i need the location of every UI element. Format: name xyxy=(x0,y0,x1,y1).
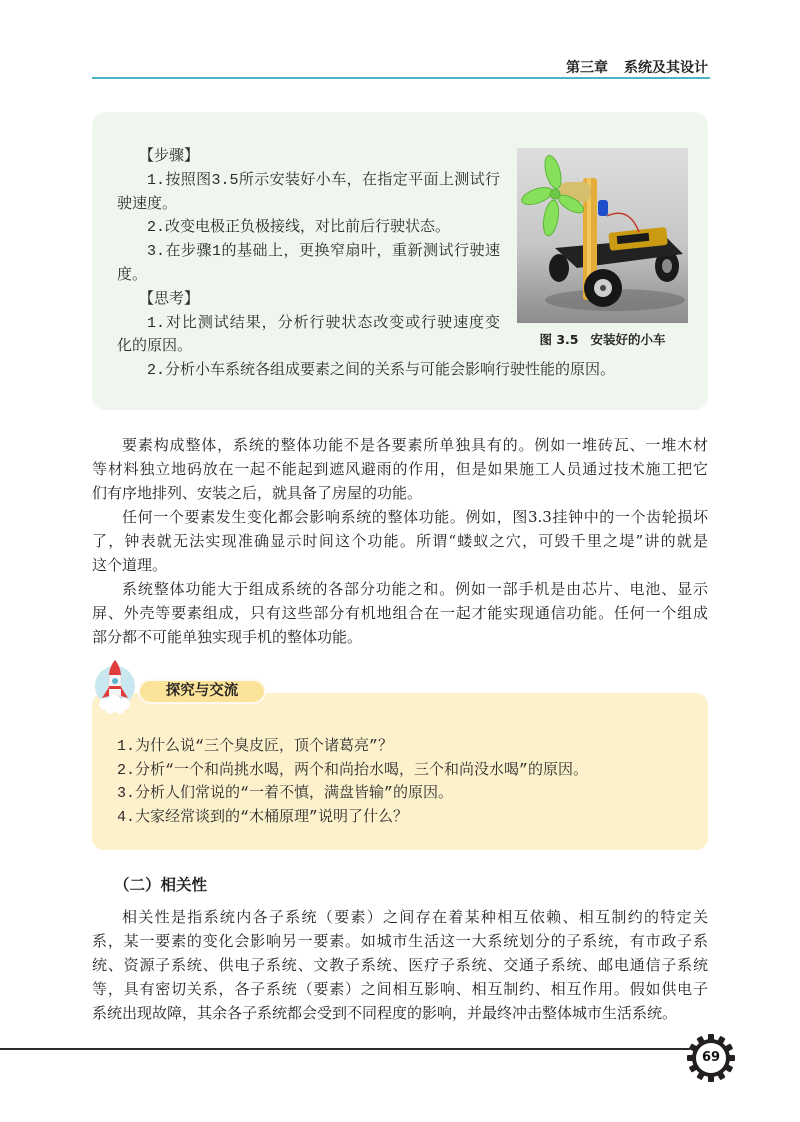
text-line: 等，具有密切关系，各子系统（要素）之间相互影响、相互制约、相互作用。假如供电子 xyxy=(92,980,708,998)
rocket-icon xyxy=(92,656,138,718)
activity-line: 3.在步骤1的基础上，更换窄扇叶，重新测试行驶速 xyxy=(147,243,500,261)
blue-connector xyxy=(598,200,608,216)
header-rule xyxy=(92,77,710,79)
figure-caption-text: 安装好的小车 xyxy=(590,332,666,347)
figure-caption xyxy=(507,332,698,348)
text-line: 部分都不可能单独实现手机的整体功能。 xyxy=(92,628,363,646)
figure-label: 图 3.5 xyxy=(539,332,579,347)
text-line: 等材料独立地码放在一起不能起到遮风避雨的作用，但是如果施工人员通过技术施工把它 xyxy=(92,460,708,478)
paragraph xyxy=(92,505,708,577)
running-header xyxy=(520,58,708,78)
explore-questions xyxy=(117,735,677,829)
text-line: 任何一个要素发生变化都会影响系统的整体功能。例如，图3.3挂钟中的一个齿轮损坏 xyxy=(122,508,708,526)
activity-line: 2.分析小车系统各组成要素之间的关系与可能会影响行驶性能的原因。 xyxy=(147,362,616,380)
paragraph xyxy=(92,577,708,649)
text-line: 统、资源子系统、供电子系统、文教子系统、医疗子系统、交通子系统、邮电通信子系统 xyxy=(92,956,708,974)
header-chapter: 第三章 xyxy=(566,60,608,76)
activity-line: 化的原因。 xyxy=(117,338,193,356)
explore-title-tab: 探究与交流 xyxy=(138,679,266,704)
text-line: 系统出现故障，其余各子系统都会受到不同程度的影响，并最终冲击整体城市生活系统。 xyxy=(92,1004,678,1022)
text-line: 相关性是指系统内各子系统（要素）之间存在着某种相互依赖、相互制约的特定关 xyxy=(122,908,708,926)
text-line: 系统整体功能大于组成系统的各部分功能之和。例如一部手机是由芯片、电池、显示 xyxy=(122,580,708,598)
section-heading: （二）相关性 xyxy=(114,876,208,894)
question-item: 2.分析“一个和尚挑水喝，两个和尚抬水喝，三个和尚没水喝”的原因。 xyxy=(117,761,589,779)
text-line: 要素构成整体，系统的整体功能不是各要素所单独具有的。例如一堆砖瓦、一堆木材 xyxy=(122,436,708,454)
activity-line: 驶速度。 xyxy=(117,195,178,213)
figure-photo-toy-car xyxy=(517,148,688,323)
activity-line: 1.对比测试结果，分析行驶状态改变或行驶速度变 xyxy=(147,314,500,332)
activity-line: 1.按照图3.5所示安装好小车，在指定平面上测试行 xyxy=(147,171,500,189)
activity-text xyxy=(117,145,616,383)
question-item: 4.大家经常谈到的“木桶原理”说明了什么？ xyxy=(117,808,409,826)
section-paragraph xyxy=(92,905,708,1025)
activity-line: 2.改变电极正负极接线，对比前后行驶状态。 xyxy=(147,219,451,237)
text-line: 这个道理。 xyxy=(92,556,168,574)
text-line: 们有序地排列、安装之后，就具备了房屋的功能。 xyxy=(92,484,423,502)
question-item: 1.为什么说“三个臭皮匠，顶个诸葛亮”？ xyxy=(117,738,394,755)
footer-rule xyxy=(0,1048,690,1050)
question-item: 3.分析人们常说的“一着不慎，满盘皆输”的原因。 xyxy=(117,785,454,802)
text-line: 了，钟表就无法实现准确显示时间这个功能。所谓“蝼蚁之穴，可毁千里之堤”讲的就是 xyxy=(92,532,708,550)
front-wheel xyxy=(584,269,622,307)
thinking-heading: 【思考】 xyxy=(139,290,200,308)
steps-heading: 【步骤】 xyxy=(139,148,200,165)
text-line: 系，某一要素的变化会影响另一要素。如城市生活这一大系统划分的子系统，有市政子系 xyxy=(92,932,708,950)
text-line: 屏、外壳等要素组成，只有这些部分有机地组合在一起才能实现通信功能。任何一个组成 xyxy=(92,604,708,622)
page-number: 69 xyxy=(701,1050,721,1065)
body-text xyxy=(92,433,708,649)
activity-line: 度。 xyxy=(117,266,148,284)
paragraph xyxy=(92,433,708,505)
header-chapter-title: 系统及其设计 xyxy=(624,60,708,76)
